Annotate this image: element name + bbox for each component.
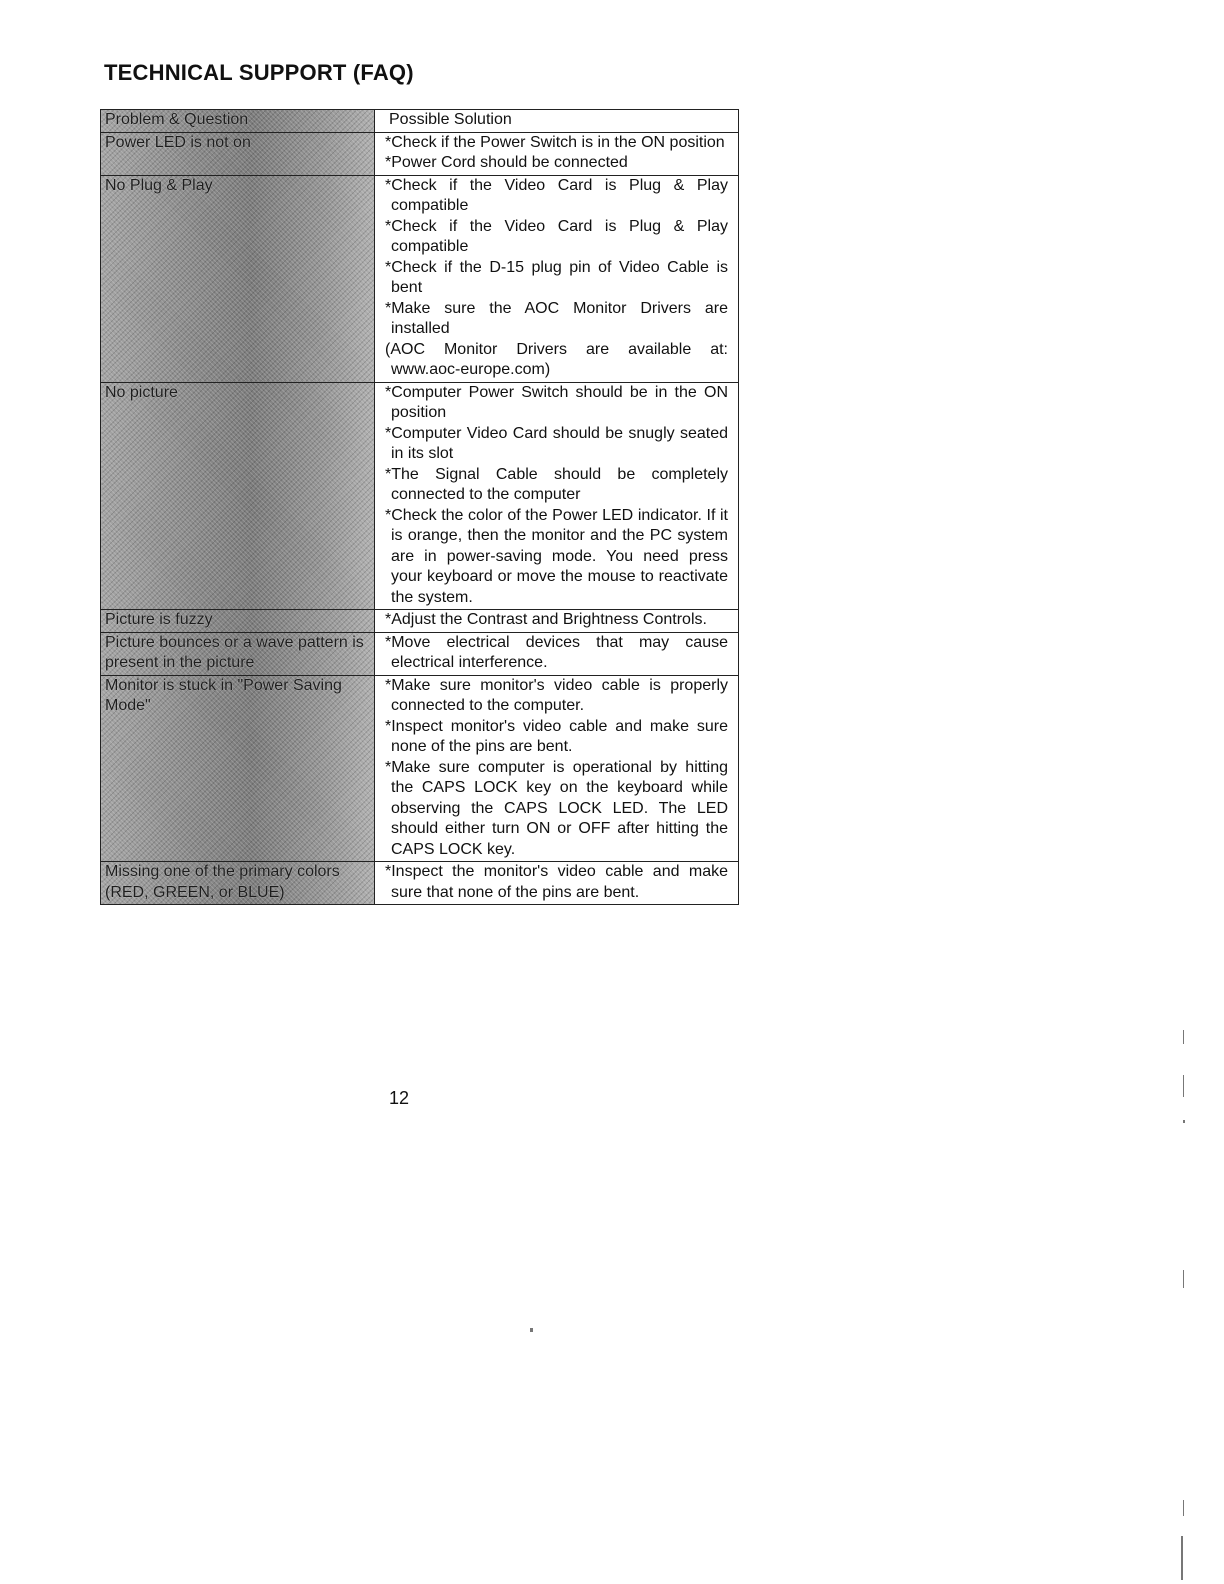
problem-label: Monitor is stuck in "Power Saving Mode" xyxy=(105,676,342,714)
table-row xyxy=(101,610,739,633)
solution-list xyxy=(385,633,728,674)
solution-item: *Check if the Video Card is Plug & Play compatible xyxy=(385,176,728,214)
problem-cell xyxy=(101,862,375,905)
solution-item: *Make sure the AOC Monitor Drivers are installed xyxy=(385,299,728,337)
problem-cell xyxy=(101,632,375,675)
scan-speck xyxy=(1181,1536,1183,1580)
solution-list xyxy=(385,676,728,861)
problem-label: No picture xyxy=(105,383,178,401)
solution-item: *Check if the Video Card is Plug & Play compatible xyxy=(385,217,728,255)
solution-cell xyxy=(375,610,739,633)
solution-item: *Check if the D-15 plug pin of Video Cable is bent xyxy=(385,258,728,296)
solution-list xyxy=(385,133,728,174)
solution-item: *Make sure computer is operational by hitting the CAPS LOCK key on the keyboard while observing the CAPS LOCK LED. The LED should either turn ON or OFF after hitting the CAPS LOCK key. xyxy=(385,758,728,858)
table-header-row xyxy=(101,110,739,133)
solution-item: *Move electrical devices that may cause electrical interference. xyxy=(385,633,728,671)
scan-speck xyxy=(1183,1500,1184,1516)
solution-list xyxy=(385,610,728,631)
solution-header: Possible Solution xyxy=(389,111,512,128)
table-row xyxy=(101,132,739,175)
solution-list xyxy=(385,862,728,903)
solution-item: *Check the color of the Power LED indicator. If it is orange, then the monitor and the PC system are in power-saving mode. You need press your keyboard or move the mouse to reactivate the system. xyxy=(385,506,728,606)
solution-header-cell xyxy=(375,110,739,133)
problem-label: No Plug & Play xyxy=(105,176,213,194)
problem-cell xyxy=(101,382,375,610)
scan-speck xyxy=(1183,1120,1185,1123)
table-row xyxy=(101,382,739,610)
problem-header: Problem & Question xyxy=(105,111,249,128)
problem-cell xyxy=(101,610,375,633)
solution-cell xyxy=(375,382,739,610)
scan-speck xyxy=(1183,1270,1184,1288)
problem-cell xyxy=(101,675,375,862)
solution-list xyxy=(385,383,728,609)
solution-item: *Power Cord should be connected xyxy=(385,154,628,171)
solution-item: *Computer Video Card should be snugly seated in its slot xyxy=(385,424,728,462)
table-row xyxy=(101,632,739,675)
table-row xyxy=(101,175,739,382)
solution-item: *Make sure monitor's video cable is properly connected to the computer. xyxy=(385,676,728,714)
solution-item: *The Signal Cable should be completely connected to the computer xyxy=(385,465,728,503)
scan-speck xyxy=(530,1328,533,1332)
problem-label: Power LED is not on xyxy=(105,133,251,151)
problem-cell xyxy=(101,132,375,175)
problem-label: Missing one of the primary colors (RED, GREEN, or BLUE) xyxy=(105,863,340,901)
table-row xyxy=(101,675,739,862)
solution-item: *Inspect monitor's video cable and make sure none of the pins are bent. xyxy=(385,717,728,755)
table-row xyxy=(101,862,739,905)
solution-cell xyxy=(375,675,739,862)
scan-speck xyxy=(1183,1075,1184,1097)
problem-label: Picture bounces or a wave pattern is present in the picture xyxy=(105,633,364,671)
solution-list xyxy=(385,176,728,381)
page-title: TECHNICAL SUPPORT (FAQ) xyxy=(104,60,414,85)
scan-speck xyxy=(1183,1030,1184,1044)
solution-cell xyxy=(375,132,739,175)
solution-item: *Check if the Power Switch is in the ON position xyxy=(385,133,725,151)
solution-item: *Inspect the monitor's video cable and make sure that none of the pins are bent. xyxy=(385,863,728,901)
problem-header-cell xyxy=(101,110,375,133)
faq-table xyxy=(100,109,739,905)
solution-cell xyxy=(375,632,739,675)
solution-cell xyxy=(375,862,739,905)
solution-item: *Computer Power Switch should be in the ON position xyxy=(385,383,728,421)
problem-cell xyxy=(101,175,375,382)
solution-item: *Adjust the Contrast and Brightness Controls. xyxy=(385,611,707,628)
page-number: 12 xyxy=(389,1088,410,1108)
solution-item: (AOC Monitor Drivers are available at: www.aoc-europe.com) xyxy=(385,340,728,378)
solution-cell xyxy=(375,175,739,382)
problem-label: Picture is fuzzy xyxy=(105,611,213,628)
